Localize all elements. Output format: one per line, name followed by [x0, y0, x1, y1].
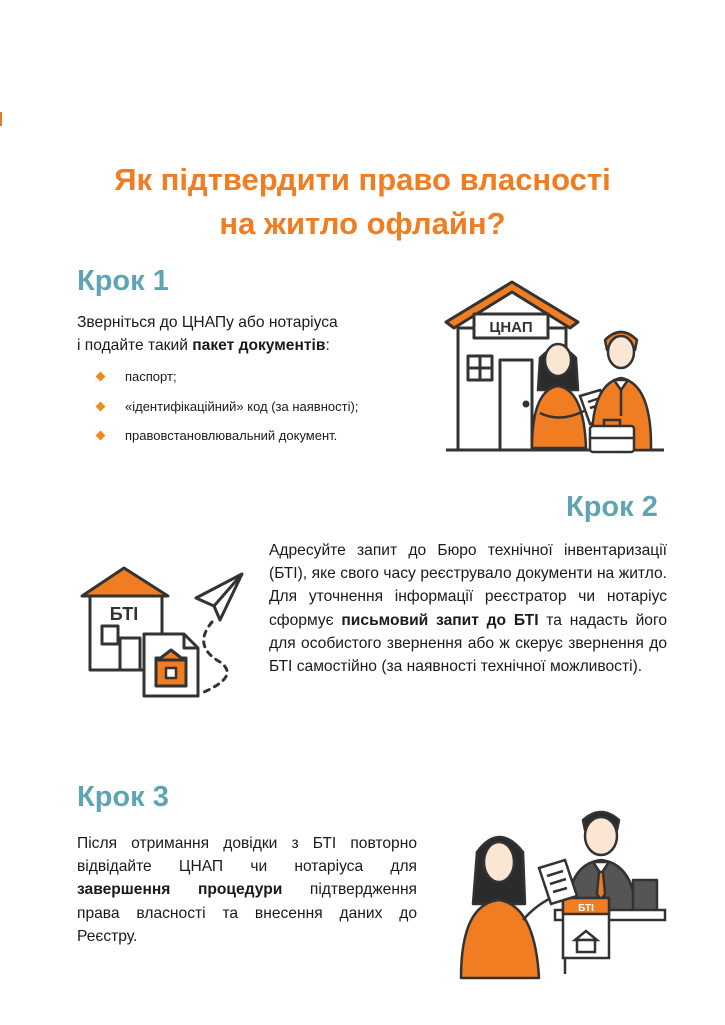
notary-visit-illustration — [455, 800, 670, 980]
diamond-bullet-icon — [96, 431, 106, 441]
step-2-text: Адресуйте запит до Бюро технічної інвентаризації (БТІ), яке свого часу реєструвало документи на житло. Для уточнення інформації реєстратор чи нотаріус сформує письмовий запит до БТІ та надасть його для особистого звернення або ж скерує звернення до БТІ самостійно (за наявності технічної можливості). — [269, 542, 667, 676]
list-item: правовстановлювальний документ. — [96, 426, 358, 456]
paper-icon — [539, 860, 577, 904]
diamond-bullet-icon — [96, 372, 106, 382]
list-item: «ідентифікаційний» код (за наявності); — [96, 397, 358, 427]
roof-icon — [82, 568, 168, 596]
procedure-completion-emphasis: завершення процедури — [77, 881, 283, 899]
cnap-sign: ЦНАП — [489, 319, 533, 336]
woman-figure — [461, 837, 551, 978]
written-request-emphasis: письмовий запит до БТІ — [341, 611, 539, 629]
diamond-bullet-icon — [96, 401, 106, 411]
document-list — [96, 367, 358, 456]
bti-card-label: БТІ — [578, 903, 594, 914]
step-1-heading: Крок 1 — [77, 265, 169, 297]
step-3-text: Після отримання довідки з БТІ повторно відвідайте ЦНАП чи нотаріуса для завершення процедури підтвердження права власності та внесення даних до Реєстру. — [77, 835, 417, 945]
list-item: паспорт; — [96, 367, 358, 397]
page-title-line-1: Як підтвердити право власності — [114, 162, 611, 197]
step-3-heading: Крок 3 — [77, 781, 169, 813]
briefcase-icon — [590, 420, 634, 452]
edge-mark — [0, 112, 2, 126]
document-package-emphasis: пакет документів — [192, 337, 326, 355]
step-1-intro-line-2: і подайте такий пакет документів: — [77, 337, 330, 355]
step-1-intro-line-1: Зверніться до ЦНАПу або нотаріуса — [77, 314, 338, 331]
bti-request-illustration — [78, 564, 248, 700]
step-1-intro — [77, 311, 417, 357]
page-title-line-2: на житло офлайн? — [219, 206, 506, 241]
step-2-heading: Крок 2 — [566, 491, 658, 523]
bti-sign: БТІ — [109, 604, 139, 624]
page-title — [0, 158, 725, 246]
cnap-office-illustration — [440, 278, 670, 460]
